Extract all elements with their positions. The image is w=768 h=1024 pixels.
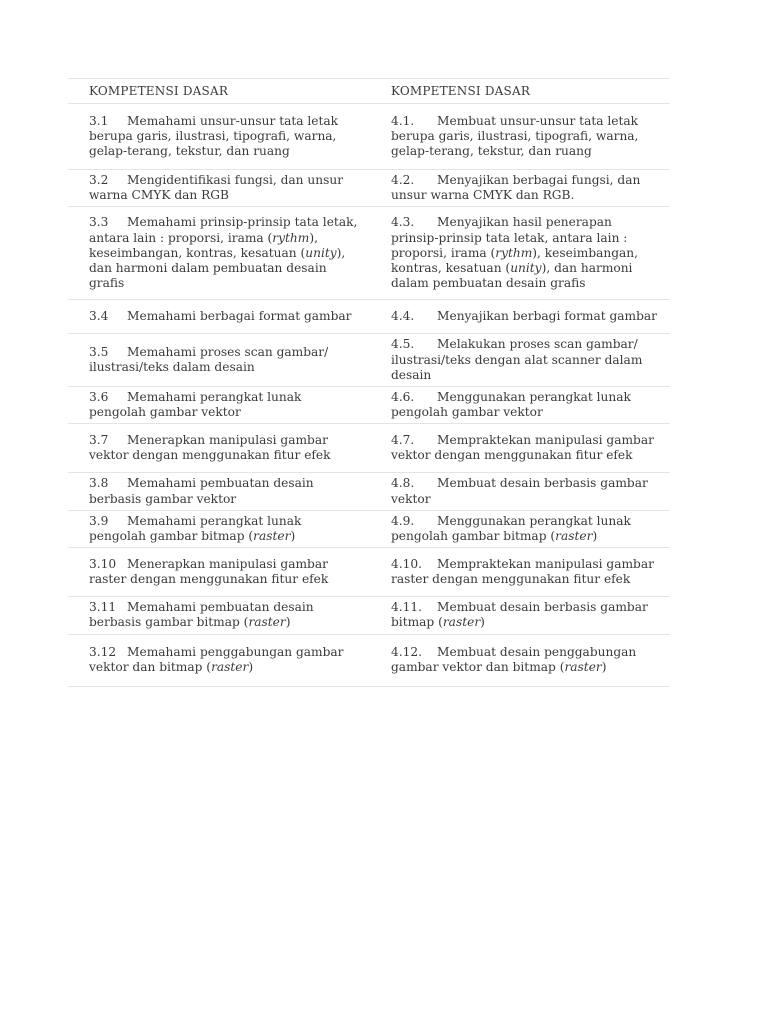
competency-cell-left	[68, 387, 369, 424]
table-row	[68, 170, 670, 207]
text-segment: )	[248, 660, 254, 675]
table-row	[68, 104, 670, 170]
table-row	[68, 387, 670, 424]
competency-cell-left	[68, 334, 369, 387]
italic-term: raster	[211, 660, 249, 675]
italic-term: raster	[555, 529, 593, 544]
competency-text: Menyajikan berbagi format gambar	[437, 309, 658, 324]
competency-text: Membuat desain berbasis gambar vektor	[391, 476, 648, 506]
table-header-row	[68, 79, 670, 104]
text-segment: Memahami prinsip-prinsip tata letak, antara lain : proporsi, irama (	[89, 215, 358, 245]
competency-number: 3.2	[89, 173, 109, 187]
italic-term: unity	[305, 245, 337, 260]
competency-cell-right	[369, 473, 670, 510]
competency-text: Mengidentifikasi fungsi, dan unsur warna CMYK dan RGB	[89, 173, 344, 203]
competency-cell-left	[68, 300, 369, 334]
italic-term: unity	[510, 261, 542, 275]
text-segment: )	[601, 660, 607, 675]
text-segment: Memahami perangkat lunak pengolah gambar bitmap (	[89, 513, 302, 544]
competency-cell-left	[68, 634, 369, 686]
table-row	[68, 510, 670, 547]
table-row	[68, 597, 670, 634]
text-segment: ), keseimbangan, kontras, kesatuan (	[391, 245, 639, 275]
competency-number: 4.8.	[391, 476, 415, 491]
competency-number: 4.1.	[391, 113, 415, 128]
competency-cell-left	[68, 597, 369, 634]
text-segment: Memahami pembuatan desain berbasis gambar bitmap (	[89, 600, 314, 630]
competency-cell-right	[369, 104, 670, 170]
column-header-right: KOMPETENSI DASAR	[369, 79, 670, 104]
italic-term: raster	[248, 615, 286, 630]
competency-cell-right	[369, 597, 670, 634]
competency-number: 3.1	[89, 113, 109, 128]
text-segment: )	[290, 529, 296, 544]
competency-number: 4.6.	[391, 390, 415, 405]
competency-number: 4.4.	[391, 309, 415, 324]
text-segment: ), dan harmoni dalam pembuatan desain grafis	[391, 261, 633, 291]
italic-term: raster	[564, 660, 602, 675]
competency-text: Menyajikan berbagai fungsi, dan unsur warna CMYK dan RGB.	[391, 173, 641, 203]
competency-cell-right	[369, 510, 670, 547]
competency-cell-left	[68, 510, 369, 547]
column-header-left: KOMPETENSI DASAR	[68, 79, 369, 104]
competency-number: 4.10.	[391, 557, 423, 572]
competency-number: 3.9	[89, 513, 109, 528]
competency-number: 4.3.	[391, 215, 415, 230]
table-row	[68, 548, 670, 597]
competency-text: Melakukan proses scan gambar/ ilustrasi/teks dengan alat scanner dalam desain	[391, 337, 643, 382]
text-segment: Membuat desain berbasis gambar bitmap (	[391, 600, 648, 630]
text-segment: )	[592, 529, 598, 544]
competency-text: Membuat unsur-unsur tata letak berupa garis, ilustrasi, tipografi, warna, gelap-terang, tekstur, dan ruang	[391, 113, 639, 159]
competency-number: 3.8	[89, 476, 109, 491]
competency-text: Memahami perangkat lunak pengolah gambar vektor	[89, 390, 302, 420]
italic-term: raster	[442, 615, 481, 630]
table-row	[68, 424, 670, 473]
competency-number: 3.10	[89, 557, 117, 572]
competency-cell-right	[369, 424, 670, 473]
competency-number: 4.12.	[391, 644, 423, 659]
competency-text: Menggunakan perangkat lunak pengolah gambar vektor	[391, 390, 631, 420]
text-segment: Menyajikan hasil penerapan prinsip-prinsip tata letak, antara lain : proporsi, irama (	[391, 215, 628, 260]
italic-term: rythm	[495, 245, 533, 260]
table-row	[68, 334, 670, 387]
competency-number: 4.5.	[391, 337, 415, 352]
competency-number: 3.12	[89, 644, 117, 659]
competency-text: Memahami unsur-unsur tata letak berupa garis, ilustrasi, tipografi, warna, gelap-terang, tekstur, dan ruang	[89, 113, 339, 159]
competency-cell-left	[68, 548, 369, 597]
table-row	[68, 300, 670, 334]
competency-cell-left	[68, 104, 369, 170]
competency-text	[89, 645, 344, 674]
text-segment: )	[480, 615, 485, 630]
competency-cell-left	[68, 170, 369, 207]
competency-cell-right	[369, 300, 670, 334]
text-segment: Memahami penggabungan gambar vektor dan bitmap (	[89, 644, 344, 675]
competency-table	[68, 78, 670, 687]
competency-number: 4.2.	[391, 173, 415, 187]
competency-number: 4.7.	[391, 433, 415, 448]
competency-number: 3.5	[89, 345, 109, 359]
text-segment: ), keseimbangan, kontras, kesatuan (	[89, 230, 318, 260]
competency-text: Memahami berbagai format gambar	[127, 309, 352, 324]
competency-cell-right	[369, 548, 670, 597]
text-segment: Menggunakan perangkat lunak pengolah gambar bitmap (	[391, 513, 631, 544]
competency-cell-right	[369, 334, 670, 387]
competency-cell-right	[369, 387, 670, 424]
competency-text: Menerapkan manipulasi gambar vektor dengan menggunakan fitur efek	[89, 433, 331, 463]
table-row	[68, 634, 670, 686]
table-row	[68, 207, 670, 300]
competency-text: Memahami pembuatan desain berbasis gambar vektor	[89, 476, 314, 506]
italic-term: rythm	[272, 230, 310, 245]
competency-number: 4.9.	[391, 513, 415, 528]
competency-number: 3.3	[89, 215, 109, 230]
competency-number: 3.6	[89, 390, 109, 405]
italic-term: raster	[253, 529, 291, 544]
competency-cell-right	[369, 170, 670, 207]
competency-number: 4.11.	[391, 600, 423, 615]
competency-text: Mempraktekan manipulasi gambar raster dengan menggunakan fitur efek	[391, 557, 654, 587]
competency-cell-right	[369, 207, 670, 300]
competency-text	[89, 215, 357, 290]
competency-text: Memahami proses scan gambar/ ilustrasi/teks dalam desain	[89, 345, 329, 375]
competency-cell-left	[68, 207, 369, 300]
competency-number: 3.4	[89, 309, 109, 324]
competency-text: Menerapkan manipulasi gambar raster dengan menggunakan fitur efek	[89, 557, 329, 587]
competency-cell-right	[369, 634, 670, 686]
document-page	[68, 78, 670, 687]
text-segment: )	[285, 615, 291, 630]
text-segment: ), dan harmoni dalam pembuatan desain grafis	[89, 245, 346, 291]
competency-number: 3.7	[89, 433, 109, 448]
table-row	[68, 473, 670, 510]
text-segment: Membuat desain penggabungan gambar vektor dan bitmap (	[391, 644, 637, 675]
competency-text: Mempraktekan manipulasi gambar vektor dengan menggunakan fitur efek	[391, 433, 654, 463]
competency-cell-left	[68, 424, 369, 473]
competency-number: 3.11	[89, 600, 117, 615]
competency-cell-left	[68, 473, 369, 510]
